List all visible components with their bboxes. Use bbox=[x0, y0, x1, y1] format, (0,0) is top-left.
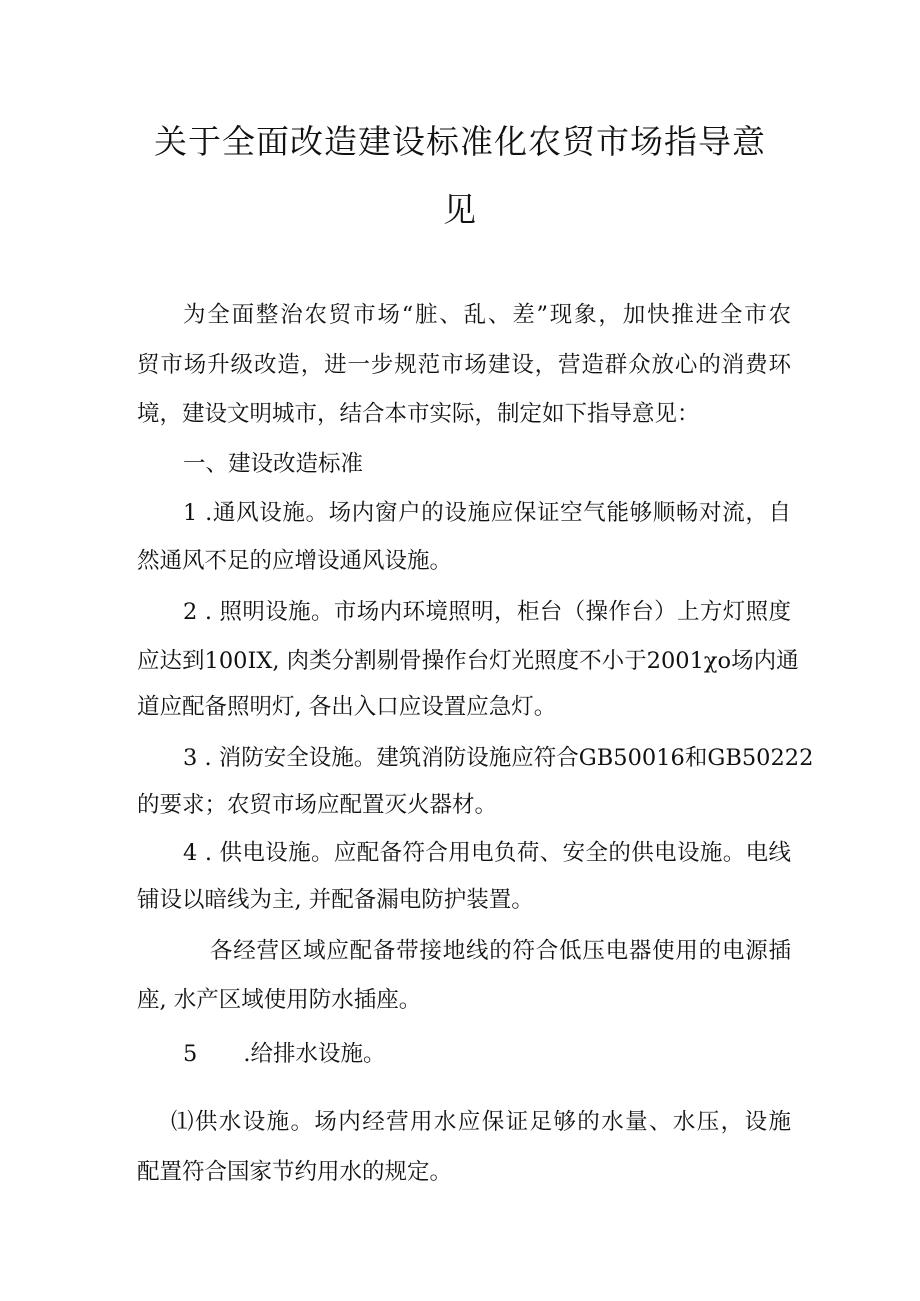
item-5-heading bbox=[183, 1036, 385, 1068]
item-3-line-2: 的要求；农贸市场应配置灭火器材。 bbox=[137, 792, 498, 818]
item-4-extra-line-1: 各经营区域应配备带接地线的符合低压电器使用的电源插 bbox=[210, 938, 791, 964]
item-2-line-3: 道应配备照明灯, 各出入口应设置应急灯。 bbox=[137, 694, 557, 720]
document-title-line-1: 关于全面改造建设标准化农贸市场指导意 bbox=[154, 122, 766, 161]
document-title-line-2: 见 bbox=[443, 190, 477, 229]
item-2-line-1: 2 . 照明设施。市场内环境照明，柜台（操作台）上方灯照度 bbox=[183, 599, 791, 625]
item-5-number: 5 bbox=[183, 1041, 198, 1067]
section-heading: 一、建设改造标准 bbox=[183, 451, 364, 477]
item-4-line-1: 4 . 供电设施。应配备符合用电负荷、安全的供电设施。电线 bbox=[183, 840, 791, 866]
item-3-line-1: 3 . 消防安全设施。建筑消防设施应符合GB50016和GB50222 bbox=[183, 745, 814, 771]
intro-line-1: 为全面整治农贸市场“脏、乱、差”现象，加快推进全市农 bbox=[183, 302, 791, 328]
item-5-sub-1-line-2: 配置符合国家节约用水的规定。 bbox=[137, 1159, 453, 1185]
item-5-sub-1-line-1: ⑴供水设施。场内经营用水应保证足够的水量、水压，设施 bbox=[171, 1109, 791, 1135]
intro-line-3: 境，建设文明城市，结合本市实际，制定如下指导意见： bbox=[137, 401, 700, 427]
item-1-line-2: 然通风不足的应增设通风设施。 bbox=[137, 548, 453, 574]
item-5-text: .给排水设施。 bbox=[243, 1041, 386, 1067]
intro-line-2: 贸市场升级改造，进一步规范市场建设，营造群众放心的消费环 bbox=[137, 352, 791, 378]
item-4-line-2: 铺设以暗线为主, 并配备漏电防护装置。 bbox=[137, 887, 534, 913]
item-1-line-1: 1 .通风设施。场内窗户的设施应保证空气能够顺畅对流，自 bbox=[183, 500, 791, 526]
item-2-line-2: 应达到100IX, 肉类分割剔骨操作台灯光照度不小于2001χo场内通 bbox=[137, 648, 799, 674]
item-4-extra-line-2: 座, 水产区域使用防水插座。 bbox=[137, 987, 422, 1013]
